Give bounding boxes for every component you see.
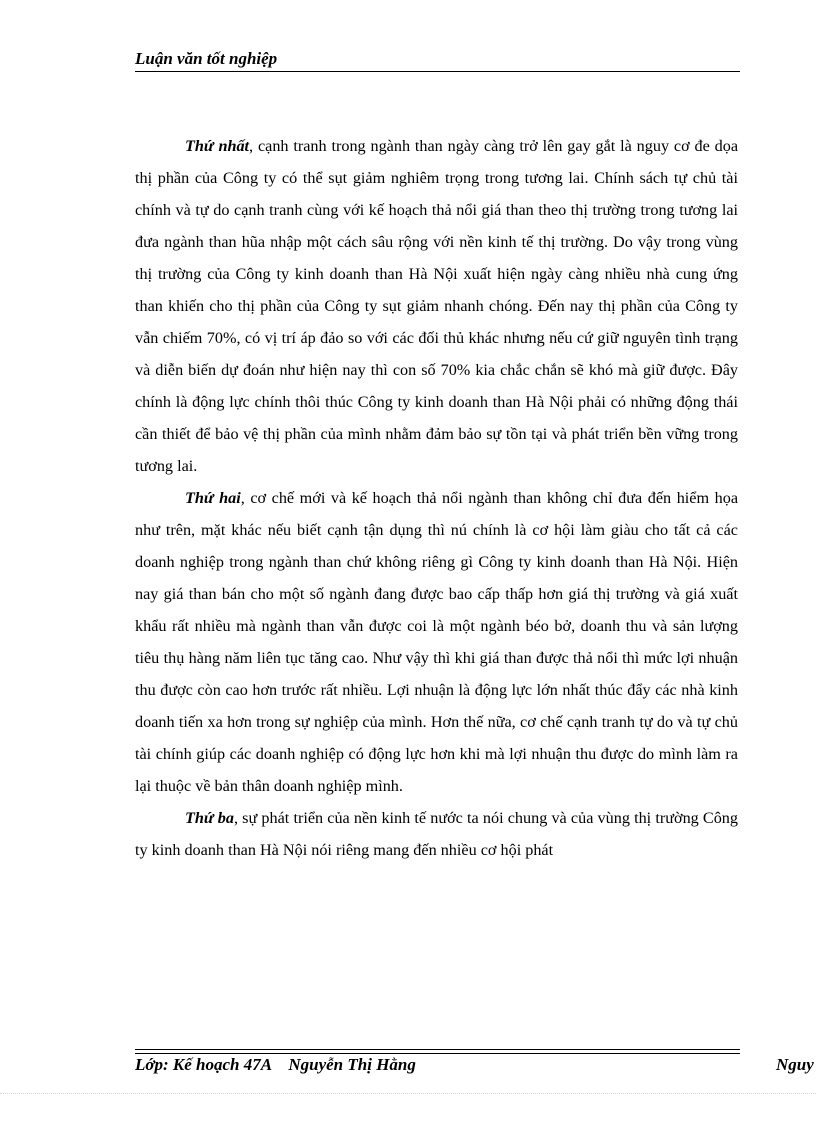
footer-author: Nguyễn Thị Hằng [288,1055,416,1074]
paragraph-text: , cơ chế mới và kế hoạch thả nổi ngành than không chỉ đưa đến hiểm họa như trên, mặt khác nếu biết cạnh tận dụng thì nú chính là cơ hội làm giàu cho tất cả các doanh nghiệp trong ngành than chứ không riêng gì Công ty kinh doanh than Hà Nội. Hiện nay giá than bán cho một số ngành đang được bao cấp thấp hơn giá thị trường và giá xuất khẩu rất nhiều mà ngành than vẫn được coi là một ngành béo bở, doanh thu và sản lượng tiêu thụ hàng năm liên tục tăng cao. Như vậy thì khi giá than được thả nổi thì mức lợi nhuận thu được còn cao hơn trước rất nhiều. Lợi nhuận là động lực lớn nhất thúc đẩy các nhà kinh doanh tiến xa hơn trong sự nghiệp của mình. Hơn thế nữa, cơ chế cạnh tranh tự do và tự chủ tài chính giúp các doanh nghiệp có động lực hơn khi mà lợi nhuận thu được do mình làm ra lại thuộc về bản thân doanh nghiệp mình. [135,489,738,795]
paragraph-lead: Thứ nhất [185,137,250,155]
footer-rule-thick [135,1049,740,1050]
paragraph-first [135,130,738,482]
paragraph-text: , sự phát triển của nền kinh tế nước ta nói chung và của vùng thị trường Công ty kinh doanh than Hà Nội nói riêng mang đến nhiều cơ hội phát [135,809,738,859]
footer-right-cut-text: Nguy [776,1055,814,1074]
paragraph-lead: Thứ hai [185,489,241,507]
paragraph-text: , cạnh tranh trong ngành than ngày càng trở lên gay gắt là nguy cơ đe dọa thị phần của Công ty có thể sụt giảm nghiêm trọng trong tương lai. Chính sách tự chủ tài chính và tự do cạnh tranh cùng với kế hoạch thả nổi giá than theo thị trường trong tương lai đưa ngành than hũa nhập một cách sâu rộng với nền kinh tế thị trường. Do vậy trong vùng thị trường của Công ty kinh doanh than Hà Nội xuất hiện ngày càng nhiều nhà cung ứng than khiến cho thị phần của Công ty sụt giảm nhanh chóng. Đến nay thị phần của Công ty vẫn chiếm 70%, có vị trí áp đảo so với các đối thủ khác nhưng nếu cứ giữ nguyên tình trạng và diễn biến dự đoán như hiện nay thì con số 70% kia chắc chắn sẽ khó mà giữ được. Đây chính là động lực chính thôi thúc Công ty kinh doanh than Hà Nội phải có những động thái cần thiết để bảo vệ thị phần của mình nhằm đảm bảo sự tồn tại và phát triển bền vững trong tương lai. [135,137,739,475]
paragraph-third [135,802,738,866]
page-header-title: Luận văn tốt nghiệp [135,49,278,68]
footer-class-label: Lớp: Kế hoạch 47A [135,1055,273,1074]
paragraph-second [135,482,738,802]
page-bottom-edge [0,1093,816,1094]
document-body [135,130,738,866]
footer-rule-thin [135,1053,740,1054]
paragraph-lead: Thứ ba [185,809,234,827]
header-rule [135,71,740,72]
page-footer [135,1055,416,1075]
